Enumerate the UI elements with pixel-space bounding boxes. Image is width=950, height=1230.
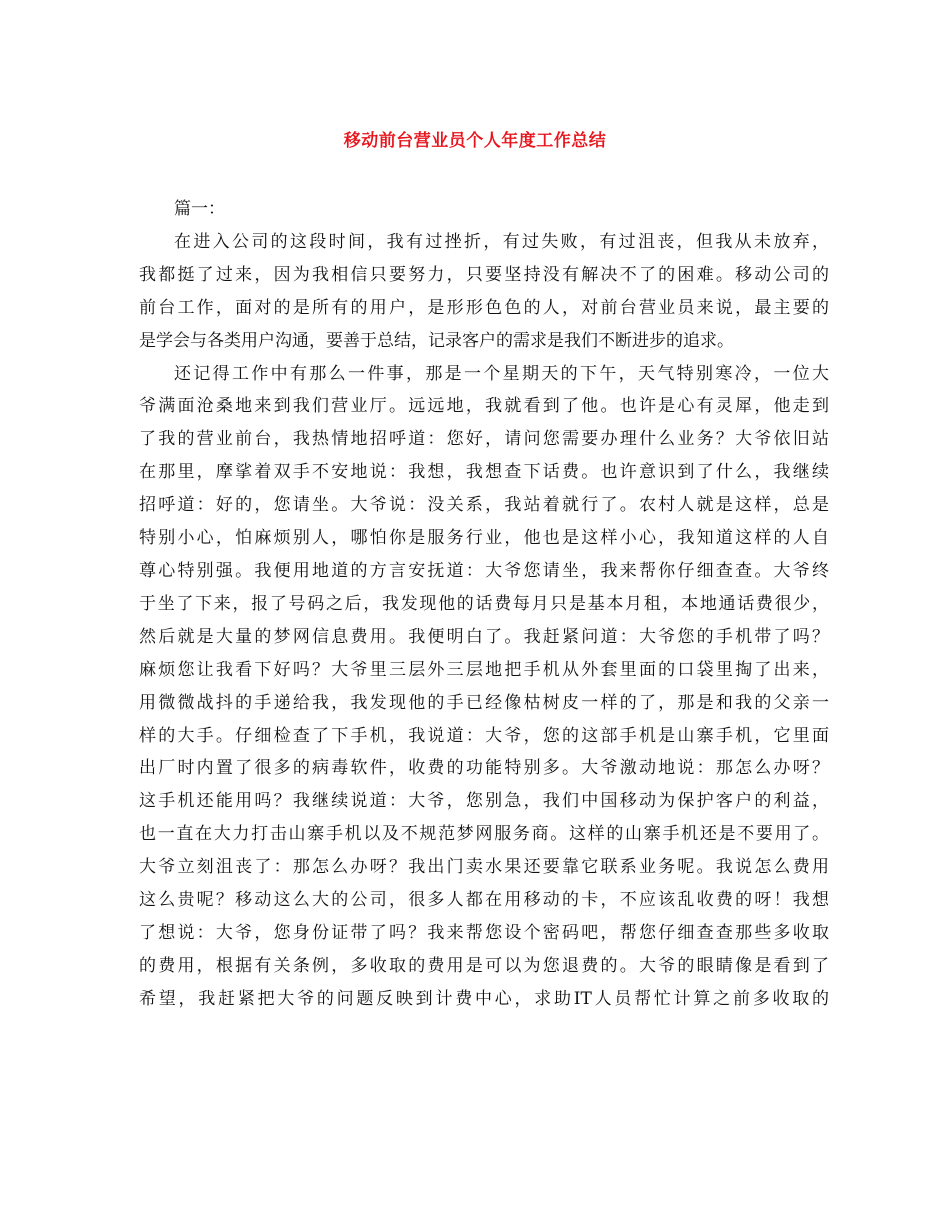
text-line: 招呼道：好的，您请坐。大爷说：没关系，我站着就行了。农村人就是这样，总是 [139,495,829,516]
text-line: 也一直在大力打击山寨手机以及不规范梦网服务商。这样的山寨手机还是不要用了。 [139,824,829,845]
text-line: 了想说：大爷，您身份证带了吗？我来帮您设个密码吧，帮您仔细查查那些多收取 [139,922,829,943]
text-line: 然后就是大量的梦网信息费用。我便明白了。我赶紧问道：大爷您的手机带了吗？ [139,626,829,647]
text-line: 样的大手。仔细检查了下手机，我说道：大爷，您的这部手机是山寨手机，它里面 [139,725,829,746]
text-line: 了我的营业前台，我热情地招呼道：您好，请问您需要办理什么业务？大爷依旧站 [139,429,829,450]
text-line: 尊心特别强。我便用地道的方言安抚道：大爷您请坐，我来帮你仔细查查。大爷终 [139,560,829,581]
paragraph-1 [139,226,829,358]
text-line: 特别小心，怕麻烦别人，哪怕你是服务行业，他也是这样小心，我知道这样的人自 [139,528,829,549]
text-line: 在那里，摩挲着双手不安地说：我想，我想查下话费。也许意识到了什么，我继续 [139,462,829,483]
text-line: 还记得工作中有那么一件事，那是一个星期天的下午，天气特别寒冷，一位大 [174,363,829,384]
text-line: 这手机还能用吗？我继续说道：大爷，您别急，我们中国移动为保护客户的利益， [139,791,829,812]
text-line: 麻烦您让我看下好吗？大爷里三层外三层地把手机从外套里面的口袋里掏了出来， [139,659,829,680]
text-line: 前台工作，面对的是所有的用户，是形形色色的人，对前台营业员来说，最主要的 [139,297,829,318]
text-line: 用微微战抖的手递给我，我发现他的手已经像枯树皮一样的了，那是和我的父亲一 [139,692,829,713]
text-line: 在进入公司的这段时间，我有过挫折，有过失败，有过沮丧，但我从未放弃， [174,231,829,252]
text-line: 我都挺了过来，因为我相信只要努力，只要坚持没有解决不了的困难。移动公司的 [139,264,829,285]
section-label: 篇一： [174,199,225,219]
text-line: 的费用，根据有关条例，多收取的费用是可以为您退费的。大爷的眼睛像是看到了 [139,955,829,976]
text-line: 爷满面沧桑地来到我们营业厅。远远地，我就看到了他。也许是心有灵犀，他走到 [139,396,829,417]
text-line: 是学会与各类用户沟通，要善于总结，记录客户的需求是我们不断进步的追求。 [139,330,734,351]
text-line: 这么贵呢？移动这么大的公司，很多人都在用移动的卡，不应该乱收费的呀！我想 [139,890,829,911]
text-line: 于坐了下来，报了号码之后，我发现他的话费每月只是基本月租，本地通话费很少， [139,593,829,614]
document-title: 移动前台营业员个人年度工作总结 [343,131,607,151]
document-body [139,193,829,1016]
text-line: 希望，我赶紧把大爷的问题反映到计费中心，求助IT人员帮忙计算之前多收取的 [139,988,829,1009]
paragraph-2 [139,358,829,1016]
text-line: 出厂时内置了很多的病毒软件，收费的功能特别多。大爷激动地说：那怎么办呀？ [139,758,829,779]
text-line: 大爷立刻沮丧了：那怎么办呀？我出门卖水果还要靠它联系业务呢。我说怎么费用 [139,857,829,878]
